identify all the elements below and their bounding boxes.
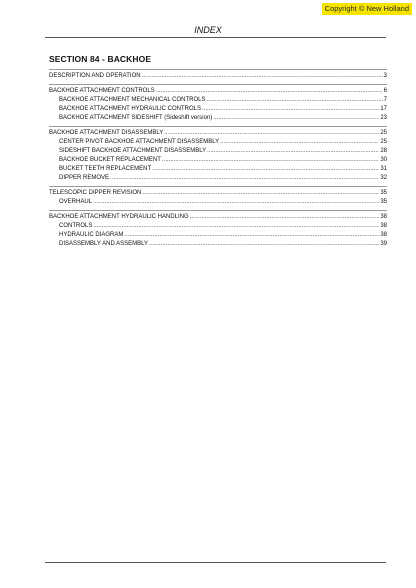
toc-entry-title: TELESCOPIC DIPPER REVISION [49,190,142,196]
toc-leader-dots [110,174,379,183]
toc-leader-dots [213,114,379,123]
toc-entry-title: BACKHOE ATTACHMENT CONTROLS [49,88,155,94]
toc-leader-dots [152,165,379,174]
toc-subentry[interactable] [49,96,387,105]
page-header-title: INDEX [194,25,222,35]
toc-entry-page: 25 [380,130,387,136]
toc-group [49,84,387,123]
toc-subentry[interactable] [49,147,387,156]
toc-entry-page: 38 [380,223,387,229]
toc-entry[interactable] [49,129,387,138]
toc-entry[interactable] [49,213,387,222]
header-rule [45,37,386,38]
toc-entry-title: BACKHOE BUCKET REPLACEMENT [59,157,161,163]
toc-group [49,186,387,207]
toc-group [49,210,387,249]
toc-group [49,69,387,81]
toc-entry-title: CONTROLS [59,223,93,229]
toc-entry-page: 23 [380,115,387,121]
toc-leader-dots [142,72,383,81]
toc-entry[interactable] [49,72,387,81]
toc-entry-title: DISASSEMBLY AND ASSEMBLY [59,241,149,247]
toc-subentry[interactable] [49,114,387,123]
toc-entry-title: BACKHOE ATTACHMENT DISASSEMBLY [49,130,164,136]
toc-entry-page: 35 [380,199,387,205]
toc-leader-dots [156,87,383,96]
table-of-contents [49,69,387,252]
toc-entry-page: 7 [383,97,387,103]
copyright-badge: Copyright © New Holland [322,3,412,15]
toc-subentry[interactable] [49,105,387,114]
toc-leader-dots [93,222,379,231]
toc-leader-dots [149,240,379,249]
toc-entry-title: BACKHOE ATTACHMENT HYDRAULIC HANDLING [49,214,189,220]
toc-entry-page: 31 [380,166,387,172]
toc-entry-title: CENTER PIVOT BACKHOE ATTACHMENT DISASSEMBLY [59,139,220,145]
toc-entry-page: 38 [380,214,387,220]
toc-leader-dots [220,138,379,147]
toc-entry-page: 28 [380,148,387,154]
toc-subentry[interactable] [49,231,387,240]
toc-entry-title: OVERHAUL [59,199,93,205]
toc-entry-page: 3 [383,73,387,79]
toc-leader-dots [202,105,379,114]
toc-entry-page: 17 [380,106,387,112]
toc-entry-page: 25 [380,139,387,145]
toc-leader-dots [207,147,379,156]
toc-group [49,126,387,183]
toc-entry-page: 6 [383,88,387,94]
toc-entry-title: BUCKET TEETH REPLACEMENT [59,166,152,172]
toc-leader-dots [162,156,379,165]
toc-entry[interactable] [49,189,387,198]
toc-leader-dots [93,198,379,207]
toc-subentry[interactable] [49,240,387,249]
toc-entry-page: 38 [380,232,387,238]
toc-leader-dots [164,129,379,138]
toc-leader-dots [206,96,382,105]
toc-subentry[interactable] [49,222,387,231]
toc-leader-dots [124,231,379,240]
toc-leader-dots [142,189,379,198]
toc-entry-title: BACKHOE ATTACHMENT SIDESHIFT (Sideshift version) [59,115,213,121]
toc-subentry[interactable] [49,174,387,183]
toc-subentry[interactable] [49,198,387,207]
toc-subentry[interactable] [49,156,387,165]
toc-entry-page: 32 [380,175,387,181]
footer-rule [45,562,386,563]
toc-entry-title: SIDESHIFT BACKHOE ATTACHMENT DISASSEMBLY [59,148,207,154]
toc-entry-title: HYDRAULIC DIAGRAM [59,232,124,238]
toc-entry-page: 35 [380,190,387,196]
toc-entry-page: 39 [380,241,387,247]
toc-entry-title: BACKHOE ATTACHMENT MECHANICAL CONTROLS [59,97,206,103]
toc-entry-page: 30 [380,157,387,163]
toc-subentry[interactable] [49,138,387,147]
toc-entry[interactable] [49,87,387,96]
toc-entry-title: DESCRIPTION AND OPERATION [49,73,141,79]
toc-entry-title: BACKHOE ATTACHMENT HYDRAULIC CONTROLS [59,106,202,112]
toc-leader-dots [190,213,380,222]
section-title: SECTION 84 - BACKHOE [49,54,152,64]
toc-subentry[interactable] [49,165,387,174]
toc-entry-title: DIPPER REMOVE [59,175,110,181]
